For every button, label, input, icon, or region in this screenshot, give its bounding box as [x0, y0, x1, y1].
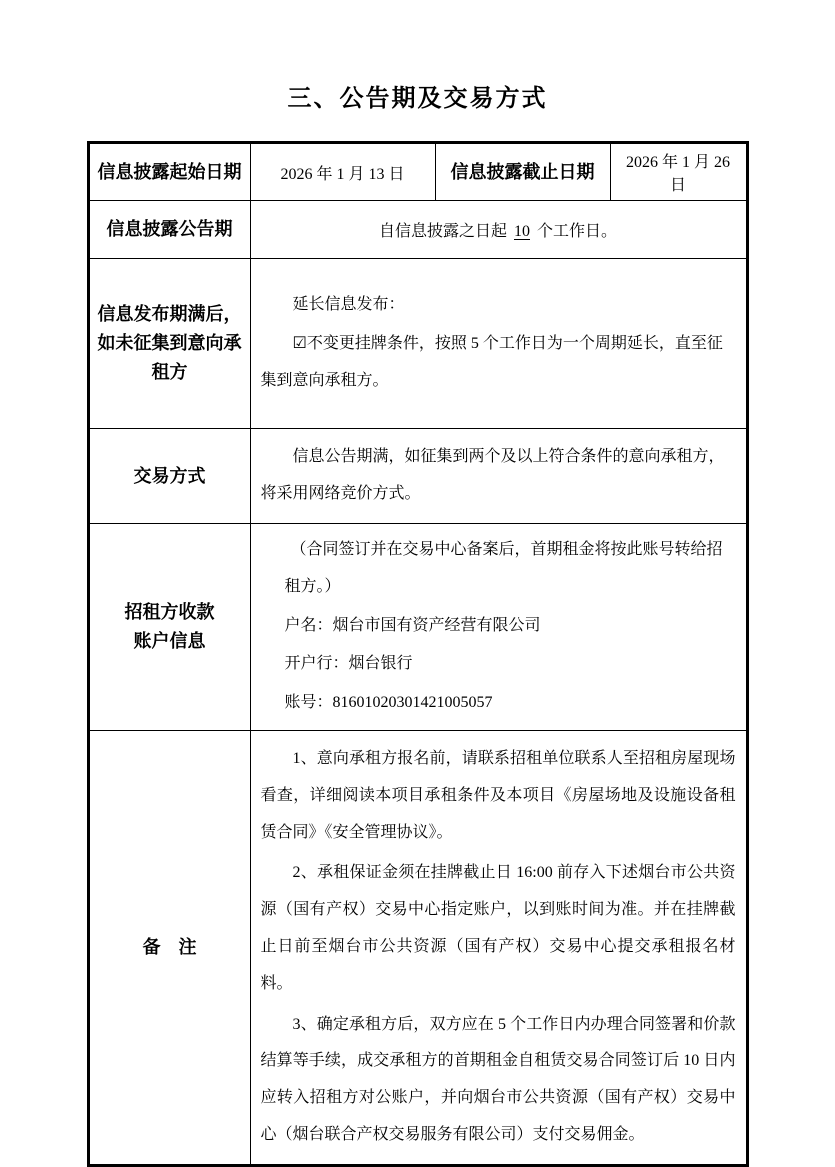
account-label — [88, 524, 250, 731]
table-row-remarks — [88, 730, 747, 1165]
period-value — [250, 201, 747, 259]
remarks-para-1: 1、意向承租方报名前，请联系招租单位联系人至招租房屋现场看查，详细阅读本项目承租条件及本项目《房屋场地及设施设备租赁合同》《安全管理协议》。 — [260, 749, 736, 841]
extension-option — [261, 326, 736, 400]
account-note: （合同签订并在交易中心备案后，首期租金将按此账号转给招租方。） — [284, 541, 723, 595]
announcement-table — [87, 141, 749, 1167]
checked-checkbox-icon: ☑ — [292, 335, 307, 353]
table-row-dates — [88, 143, 747, 201]
account-label-line1: 招租方收款 — [124, 602, 215, 623]
remarks-content — [250, 730, 747, 1165]
period-label: 信息披露公告期 — [88, 201, 250, 259]
account-content — [250, 524, 747, 731]
disclosure-end-label: 信息披露截止日期 — [435, 143, 610, 201]
table-row-extension — [88, 259, 747, 429]
disclosure-start-label: 信息披露起始日期 — [88, 143, 250, 201]
trade-mode-label: 交易方式 — [88, 429, 250, 524]
remarks-para-2: 2、承租保证金须在挂牌截止日 16:00 前存入下述烟台市公共资源（国有产权）交易中心指定账户，以到账时间为准。并在挂牌截止日前至烟台市公共资源（国有产权）交易中心提交承租报名材料。 — [260, 864, 736, 992]
extension-label: 信息发布期满后，如未征集到意向承租方 — [88, 259, 250, 429]
extension-content — [250, 259, 747, 429]
table-row-period — [88, 201, 747, 259]
account-label-line2: 账户信息 — [133, 630, 206, 651]
page-title: 三、公告期及交易方式 — [287, 86, 548, 112]
account-holder-name: 户名：烟台市国有资产经营有限公司 — [284, 616, 541, 634]
disclosure-end-date: 2026 年 1 月 26 日 — [610, 143, 747, 201]
remarks-label: 备 注 — [88, 730, 250, 1165]
account-number: 账号：81601020301421005057 — [284, 694, 493, 712]
account-bank: 开户行：烟台银行 — [284, 655, 413, 673]
trade-mode-content — [250, 429, 747, 524]
period-value-suffix: 个工作日。 — [537, 223, 618, 240]
table-row-trade-mode — [88, 429, 747, 524]
period-days-underlined: 10 — [514, 223, 530, 240]
extension-heading: 延长信息发布： — [292, 296, 405, 314]
trade-mode-text: 信息公告期满，如征集到两个及以上符合条件的意向承租方，将采用网络竞价方式。 — [260, 448, 725, 502]
period-value-prefix: 自信息披露之日起 — [378, 223, 507, 240]
extension-option-text: 不变更挂牌条件，按照 5 个工作日为一个周期延长，直至征集到意向承租方。 — [260, 335, 723, 389]
table-row-account — [88, 524, 747, 731]
remarks-para-3: 3、确定承租方后，双方应在 5 个工作日内办理合同签署和价款结算等手续，成交承租方的首期租金自租赁交易合同签订后 10 日内应转入招租方对公账户，并向烟台市公共资源（国有产权）交易中心（烟台联合产权交易服务有限公司）支付交易佣金。 — [260, 1015, 736, 1143]
disclosure-start-date: 2026 年 1 月 13 日 — [250, 143, 435, 201]
